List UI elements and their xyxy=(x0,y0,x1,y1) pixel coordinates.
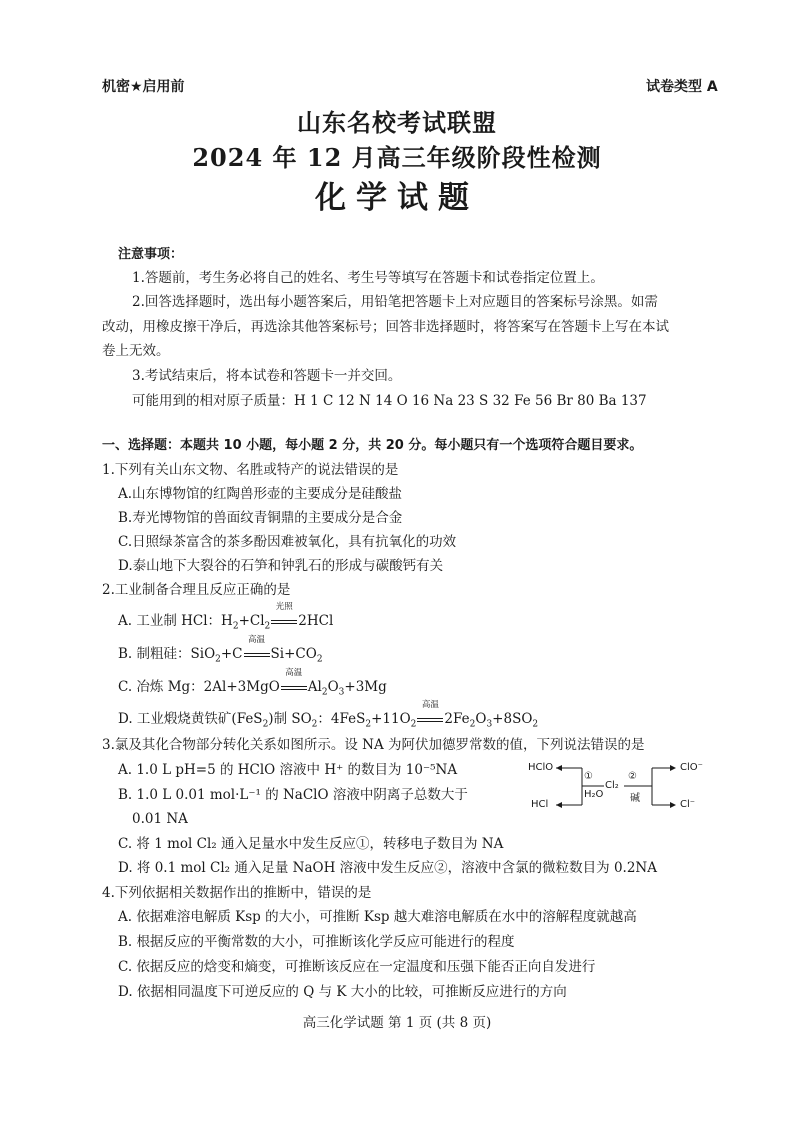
q4-stem: 4.下列依据相关数据作出的推断中，错误的是 xyxy=(102,885,372,901)
exam-date-title: 2024 年 12 月高三年级阶段性检测 xyxy=(192,143,602,172)
notice-item-3: 3.考试结束后，将本试卷和答题卡一并交回。 xyxy=(132,368,402,384)
exam-union-title: 山东名校考试联盟 xyxy=(297,108,497,137)
chloride-label: Cl⁻ xyxy=(680,799,696,810)
reaction-arrow: 高温 xyxy=(416,710,444,728)
q3-stem: 3.氯及其化合物部分转化关系如图所示。设 NA 为阿伏加德罗常数的值，下列说法错误的是 xyxy=(102,737,645,753)
paper-type-label: 试卷类型 A xyxy=(646,79,718,95)
step-2-label: ② xyxy=(628,771,637,782)
q4-option-b: B. 根据反应的平衡常数的大小，可推断该化学反应可能进行的程度 xyxy=(118,934,515,950)
q3-option-d: D. 将 0.1 mol Cl₂ 通入足量 NaOH 溶液中发生反应②，溶液中含氯的微粒数目为 0.2NA xyxy=(118,860,657,876)
q3-option-b-line2: 0.01 NA xyxy=(132,811,188,827)
page-footer: 高三化学试题 第 1 页 (共 8 页) xyxy=(302,1015,492,1031)
hclo-label: HClO xyxy=(528,762,554,773)
confidential-label: 机密★启用前 xyxy=(102,79,185,95)
notice-item-1: 1.答题前，考生务必将自己的姓名、考生号等填写在答题卡和试卷指定位置上。 xyxy=(132,270,604,286)
q1-option-c: C.日照绿茶富含的茶多酚因难被氧化，具有抗氧化的功效 xyxy=(118,534,457,550)
chlorine-label: Cl₂ xyxy=(605,780,619,791)
subject-title: 化学试题 xyxy=(315,180,479,216)
hypochlorite-label: ClO⁻ xyxy=(680,762,703,773)
chlorine-conversion-scheme xyxy=(526,763,726,833)
base-label: 碱 xyxy=(630,793,640,804)
notice-item-2c: 卷上无效。 xyxy=(102,343,170,359)
reaction-arrow: 光照 xyxy=(270,612,298,630)
step-1-label: ① xyxy=(584,771,593,782)
q1-stem: 1.下列有关山东文物、名胜或特产的说法错误的是 xyxy=(102,462,399,478)
hcl-label: HCl xyxy=(531,799,549,810)
reaction-arrow: 高温 xyxy=(280,678,308,696)
notice-heading: 注意事项： xyxy=(118,247,184,262)
q1-option-a: A.山东博物馆的红陶兽形壶的主要成分是硅酸盐 xyxy=(118,486,403,502)
q1-option-d: D.泰山地下大裂谷的石笋和钟乳石的形成与碳酸钙有关 xyxy=(118,558,444,574)
notice-item-2b: 改动，用橡皮擦干净后，再选涂其他答案标号；回答非选择题时，将答案写在答题卡上写在本试 xyxy=(102,319,669,335)
reaction-arrow: 高温 xyxy=(243,645,271,663)
q3-option-a: A. 1.0 L pH=5 的 HClO 溶液中 H⁺ 的数目为 10⁻⁵NA xyxy=(118,762,458,778)
q4-option-a: A. 依据难溶电解质 Ksp 的大小，可推断 Ksp 越大难溶电解质在水中的溶解程度就越高 xyxy=(118,909,637,925)
scheme-lines xyxy=(526,763,726,833)
q1-option-b: B.寿光博物馆的兽面纹青铜鼎的主要成分是合金 xyxy=(118,510,403,526)
q4-option-d: D. 依据相同温度下可逆反应的 Q 与 K 大小的比较，可推断反应进行的方向 xyxy=(118,984,567,1000)
q3-option-b-line1: B. 1.0 L 0.01 mol·L⁻¹ 的 NaClO 溶液中阴离子总数大于 xyxy=(118,787,468,803)
water-label: H₂O xyxy=(584,789,604,800)
section-1-heading: 一、选择题：本题共 10 小题，每小题 2 分，共 20 分。每小题只有一个选项符合题目要求。 xyxy=(102,438,643,453)
q4-option-c: C. 依据反应的焓变和熵变，可推断该反应在一定温度和压强下能否正向自发进行 xyxy=(118,959,596,975)
q2-stem: 2.工业制备合理且反应正确的是 xyxy=(102,582,291,598)
q2-option-c: C. 冶炼 Mg：2Al+3MgO 高温 $Al_2O_3+3Mg$ xyxy=(118,668,387,698)
atomic-masses: 可能用到的相对原子质量：H 1 C 12 N 14 O 16 Na 23 S 32 Fe 56 Br 80 Ba 137 xyxy=(132,393,647,409)
q2-option-d: D. 工业煅烧黄铁矿(FeS$_2$)制 $SO_2$：$4FeS_2+11O_2$ 高温 $2Fe_2O_3+8SO_2$ xyxy=(118,700,539,730)
q2-option-a: A. 工业制 HCl：$H_2+Cl_2$ 光照 2HCl xyxy=(118,602,334,632)
q3-option-c: C. 将 1 mol Cl₂ 通入足量水中发生反应①，转移电子数目为 NA xyxy=(118,836,504,852)
notice-item-2a: 2.回答选择题时，选出每小题答案后，用铅笔把答题卡上对应题目的答案标号涂黑。如需 xyxy=(132,294,658,310)
q2-option-b: B. 制粗硅：SiO$_2$+C 高温 $Si+CO_2$ xyxy=(118,635,323,665)
